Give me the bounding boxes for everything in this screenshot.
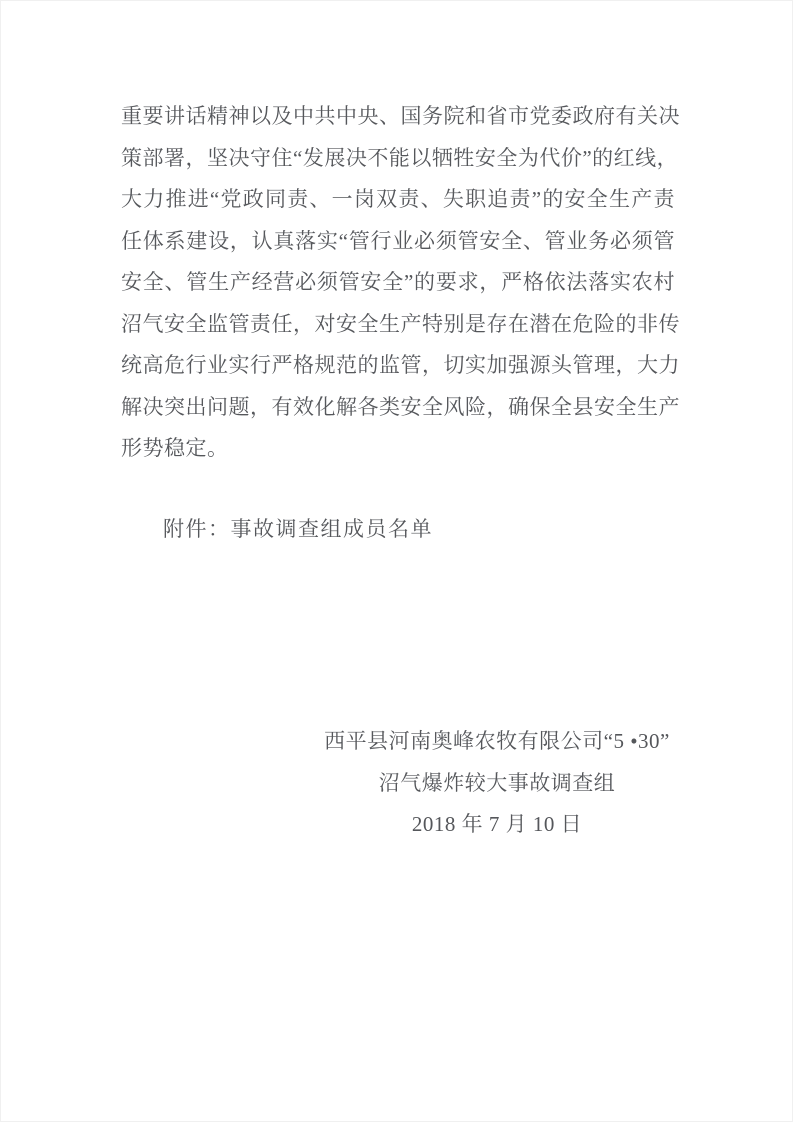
paragraph-line: 大力推进“党政同责、一岗双责、失职追责”的安全生产责	[121, 187, 675, 211]
paragraph-line: 任体系建设，认真落实“管行业必须管安全、管业务必须管	[121, 228, 675, 253]
paragraph-line: 形势稳定。	[121, 436, 229, 460]
signature-org-line-2: 沼气爆炸较大事故调查组	[378, 770, 616, 795]
signature-org-line-1: 西平县河南奥峰农牧有限公司“5 •30”	[324, 729, 670, 753]
paragraph-line: 策部署，坚决守住“发展决不能以牺牲安全为代价”的红线，	[121, 145, 679, 170]
paragraph-line: 统高危行业实行严格规范的监管，切实加强源头管理，大力	[121, 353, 680, 377]
paragraph-line: 重要讲话精神以及中共中央、国务院和省市党委政府有关决	[121, 104, 680, 128]
signature-block	[200, 721, 793, 846]
paragraph-line: 解决突出问题，有效化解各类安全风险，确保全县安全生产	[121, 394, 680, 419]
paragraph-line: 安全、管生产经营必须管安全”的要求，严格依法落实农村	[121, 270, 675, 294]
paragraph-line: 沼气安全监管责任，对安全生产特别是存在潜在危险的非传	[121, 311, 680, 336]
signature-date: 2018 年 7 月 10 日	[411, 812, 583, 836]
attachment-line: 附件：事故调查组成员名单	[163, 517, 433, 541]
body-paragraph	[121, 96, 680, 470]
